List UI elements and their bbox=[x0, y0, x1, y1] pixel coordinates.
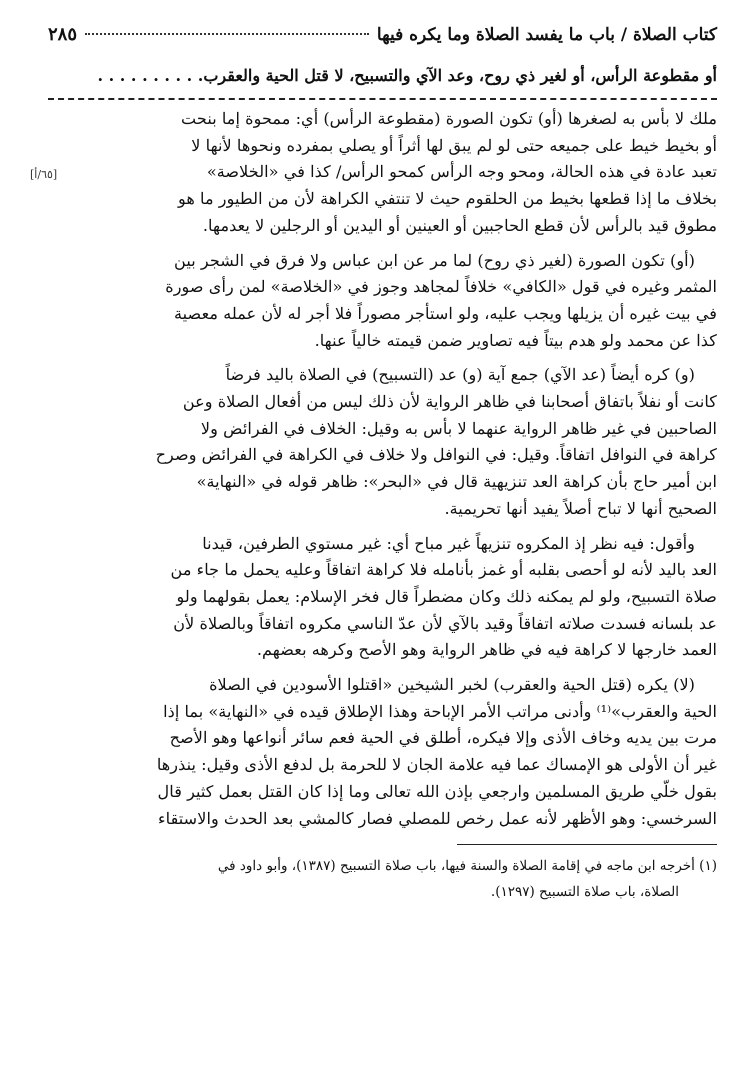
footnote bbox=[48, 853, 717, 905]
text-line: بخلاف ما إذا قطعها بخيط من الحلقوم حيث لا تنتفي الكراهة لأن من الطيور ما هو bbox=[178, 189, 717, 209]
footnote-line: (١) أخرجه ابن ماجه في إقامة الصلاة والسنة فيها، باب صلاة التسبيح (١٣٨٧)، وأبو داود في bbox=[217, 858, 717, 875]
text-line: مرت بين يديه وخاف الأذى وإلا فيكره، أطلق في الحية فعم سائر أنواعها وهو الأصح bbox=[169, 728, 717, 748]
text-line: الحية والعقرب»⁽¹⁾ وأدنى مراتب الأمر الإباحة وهذا الإطلاق قيده في «النهاية» بما إذا bbox=[163, 701, 717, 721]
footnote-line: الصلاة، باب صلاة التسبيح (١٢٩٧). bbox=[490, 884, 679, 901]
text-line: العد باليد لأنه لو أحصى بقلبه أو غمز بأنامله فلا كراهة اتفاقاً وعليه يحمل ما جاء من bbox=[170, 560, 717, 580]
text-line: كراهة في النوافل اتفاقاً. وقيل: في النوافل ولا خلاف في الكراهة في الفرائض وصرح bbox=[155, 445, 717, 465]
text-line: وأقول: فيه نظر إذ المكروه تنزيهاً غير مباح أي: غير مستوي الطرفين، قيدنا bbox=[202, 533, 695, 553]
text-line: ابن أمير حاج بأن كراهة العد تنزيهية قال في «البحر»: ظاهر قوله في «النهاية» bbox=[196, 472, 717, 492]
text-line: السرخسي: وهو الأظهر لأنه عمل رخص للمصلي فصار كالمشي بعد الحدث والاستقاء bbox=[158, 808, 717, 828]
text-line: صلاة التسبيح، ولو لم يمكنه ذلك وكان مضطراً قال فخر الإسلام: يعمل بقولهما ولو bbox=[176, 586, 717, 606]
chapter-title: كتاب الصلاة / باب ما يفسد الصلاة وما يكره فيها bbox=[376, 25, 717, 45]
text-line: أو بخيط خيط على جميعه حتى لو لم يبق لها أثراً أو يصلي بمفرده ونحوها لأنها لا bbox=[191, 135, 717, 155]
paragraph-1 bbox=[30, 106, 717, 240]
text-line: الصحيح أنها لا تباح أصلاً يفيد أنها تحريمية. bbox=[444, 498, 717, 518]
text-line: عد بلسانه فسدت صلاته اتفاقاً وقيد بالآي لأن عدّ الناسي مكروه اتفاقاً وبالصلاة لأن bbox=[173, 613, 717, 633]
text-line: غير أن الأولى هو الإمساك عما فيه علامة الجان لا للحرمة بل لدفع الأذى وقيل: ينذرها bbox=[156, 755, 717, 775]
text-line: الصاحبين في غير ظاهر الرواية عنهما لا بأس به وقيل: الخلاف في الفرائض ولا bbox=[200, 418, 717, 438]
paragraph-4 bbox=[48, 531, 717, 665]
paragraph-5 bbox=[48, 672, 717, 832]
running-head bbox=[48, 24, 717, 58]
text-line: كانت أو نفلاً باتفاق أصحابنا في ظاهر الرواية لأن ذلك ليس من أفعال الصلاة وعن bbox=[182, 392, 717, 412]
text-line: ملك لا بأس به لصغرها (أو) تكون الصورة (مقطوعة الرأس) أي: ممحوة إما بنحت bbox=[181, 109, 717, 128]
matn-summary-line: أو مقطوعة الرأس، أو لغير ذي روح، وعد الآي والتسبيح، لا قتل الحية والعقرب. . . . . . . . . . bbox=[97, 66, 717, 85]
text-line: (لا) يكره (قتل الحية والعقرب) لخبر الشيخين «اقتلوا الأسودين في الصلاة bbox=[209, 675, 695, 695]
paragraph-2 bbox=[48, 248, 717, 355]
footnote-rule bbox=[457, 844, 717, 845]
manuscript-folio-note: [٦٥/أ] bbox=[30, 168, 58, 181]
dashed-divider bbox=[48, 98, 717, 100]
leader-dots bbox=[85, 33, 369, 35]
text-line: العمد خارجها لا كراهة فيه في ظاهر الرواية وهو الأصح وكرهه بعضهم. bbox=[256, 640, 717, 660]
text-line: كذا عن محمد ولو هدم بيتاً فيه تصاوير ضمن قيمته خالياً عنها. bbox=[314, 330, 717, 350]
text-line: المثمر وغيره في قول «الكافي» خلافاً لمجاهد وجوز في «الخلاصة» لمن رأى صورة bbox=[165, 277, 717, 297]
text-line: بقول خلّي طريق المسلمين وارجعي بإذن الله تعالى وما إذا كان القتل بعمل كثير قال bbox=[157, 781, 717, 801]
text-line: (أو) تكون الصورة (لغير ذي روح) لما مر عن ابن عباس ولا فرق في الشجر بين bbox=[174, 250, 695, 270]
page-number: ٢٨٥ bbox=[48, 24, 78, 45]
paragraph-3 bbox=[48, 362, 717, 522]
text-line: في بيت غيره أن يزيلها ويجب عليه، ولو استأجر مصوراً فلا أجر له لأن عمله معصية bbox=[173, 303, 717, 323]
text-line: (و) كره أيضاً (عد الآي) جمع آية (و) عد (التسبيح) في الصلاة باليد فرضاً bbox=[225, 365, 695, 385]
text-line: مطوق قيد بالرأس لأن قطع الحاجبين أو العينين أو اليدين أو الرجلين لا يعدمها. bbox=[202, 215, 717, 235]
text-line: تعبد عادة في هذه الحالة، ومحو وجه الرأس كمحو الرأس/ كذا في «الخلاصة» bbox=[206, 162, 717, 182]
